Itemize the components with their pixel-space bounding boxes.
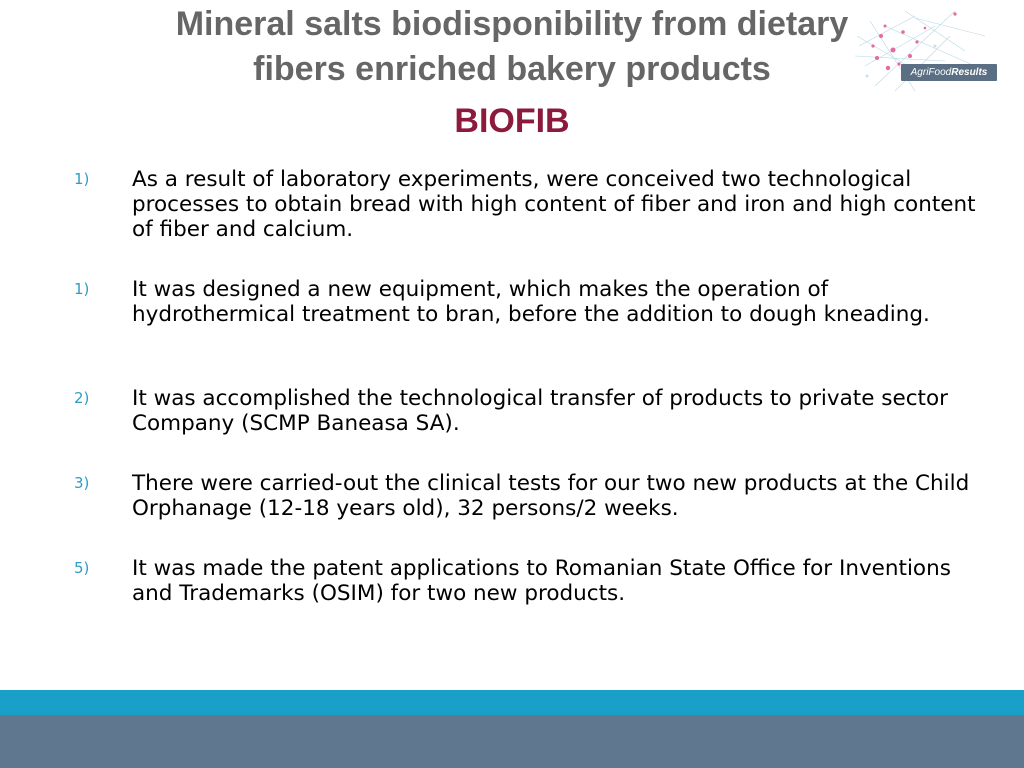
logo-text-part2: Results — [951, 67, 988, 78]
bullet-marker: 5) — [74, 559, 90, 577]
footer-bar — [0, 715, 1024, 768]
bullet-marker: 1) — [74, 170, 90, 188]
bullet-text: There were carried-out the clinical tests for our two new products at the Child Orphanage (12-18 years old), 32 persons/2 weeks. — [132, 471, 970, 521]
bullet-text: It was made the patent applications to Romanian State Office for Inventions and Trademarks (OSIM) for two new products. — [132, 556, 951, 606]
bullet-marker: 1) — [74, 280, 90, 298]
bullet-marker: 3) — [74, 474, 90, 492]
bullet-text: As a result of laboratory experiments, were conceived two technological processes to obtain bread with high content of fiber and iron and high content of fiber and calcium. — [132, 167, 976, 242]
project-acronym: BIOFIB — [454, 102, 570, 140]
bullet-text: It was designed a new equipment, which makes the operation of hydrothermical treatment to bran, before the addition to dough kneading. — [132, 277, 930, 327]
logo-text-part1: AgriFood — [910, 67, 952, 78]
footer-bar-accent — [0, 690, 1024, 715]
bullet-marker: 2) — [74, 389, 90, 407]
bullet-text: It was accomplished the technological transfer of products to private sector Company (SCMP Baneasa SA). — [132, 386, 948, 436]
title-line-2: fibers enriched bakery products — [253, 50, 771, 88]
title-line-1: Mineral salts biodisponibility from dietary — [175, 5, 849, 43]
